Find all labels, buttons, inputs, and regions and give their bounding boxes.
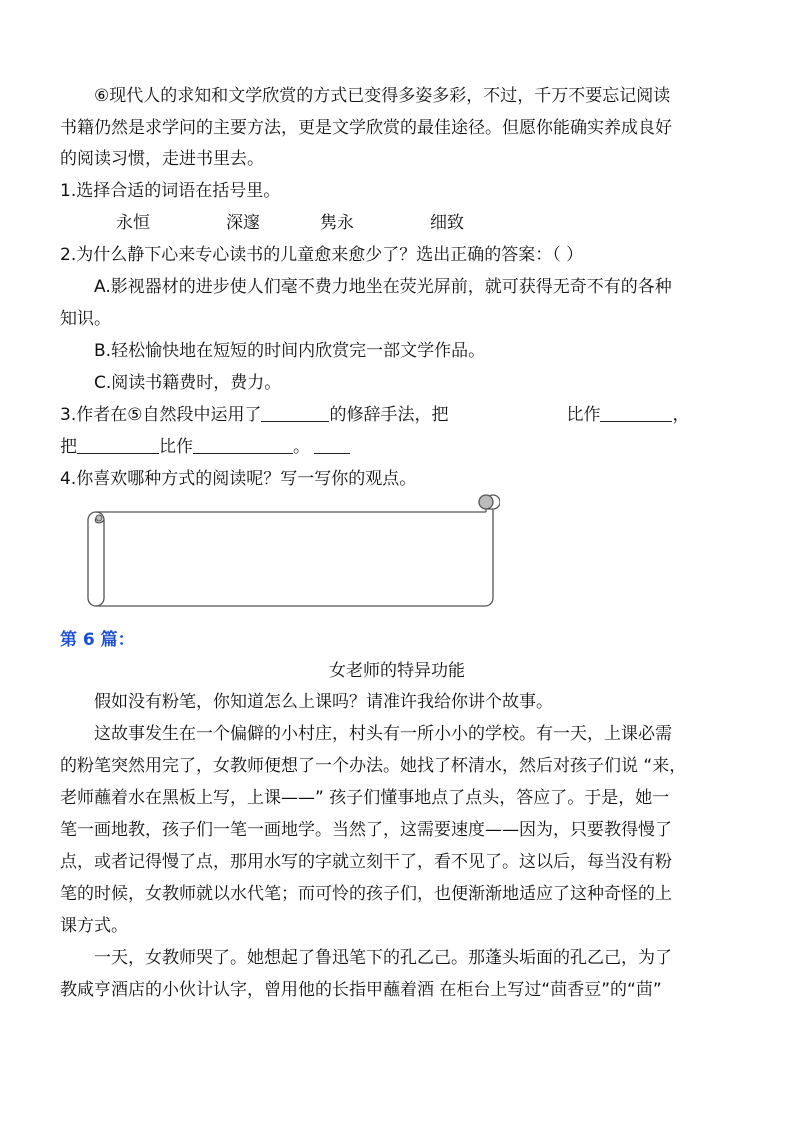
answer-blank[interactable] [77, 437, 159, 454]
option-a: A.影视器材的进步使人们毫不费力地坐在荧光屏前，就可获得无奇不有的各种 [94, 277, 672, 297]
scroll-answer-box[interactable] [84, 492, 500, 622]
option-word: 细致 [430, 213, 464, 233]
option-a-cont: 知识。 [60, 309, 111, 329]
question-1-options [60, 213, 740, 233]
passage-line: 笔的时候，女教师就以水代笔；而可怜的孩子们，也便渐渐地适应了这种奇怪的上 [60, 884, 672, 904]
option-b: B.轻松愉快地在短短的时间内欣赏完一部文学作品。 [94, 341, 486, 361]
q3-text: 3.作者在⑤自然段中运用了 [60, 405, 262, 425]
passage-line: 点，或者记得慢了点，那用水写的字就立刻干了，看不见了。这以后，每当没有粉 [60, 852, 672, 872]
option-c: C.阅读书籍费时，费力。 [94, 373, 282, 393]
q3-text: 。 [293, 437, 310, 457]
option-word: 永恒 [116, 213, 150, 233]
passage-line: 课方式。 [60, 916, 128, 936]
passage-line: 假如没有粉笔，你知道怎么上课吗？请准许我给你讲个故事。 [94, 692, 553, 712]
q3-text: 的修辞手法，把 [329, 405, 449, 425]
passage-line: ⑥现代人的求知和文学欣赏的方式已变得多姿多彩，不过，千万不要忘记阅读 [94, 86, 671, 106]
question-3-line-2 [60, 437, 740, 457]
passage-line: 书籍仍然是求学问的主要方法，更是文学欣赏的最佳途径。但愿你能确实养成良好 [60, 118, 672, 138]
q3-text: 比作 [159, 437, 193, 457]
question-3-line-1 [60, 405, 740, 425]
passage-line: 一天，女教师哭了。她想起了鲁迅笔下的孔乙己。那蓬头垢面的孔乙己，为了 [94, 948, 672, 968]
passage-line: 的阅读习惯，走进书里去。 [60, 149, 264, 169]
passage-6-title: 女老师的特异功能 [329, 661, 465, 681]
question-2-prompt: 2.为什么静下心来专心读书的儿童愈来愈少了？选出正确的答案：（ ） [60, 245, 584, 265]
q3-text: ， [672, 405, 690, 425]
answer-blank[interactable] [193, 437, 293, 454]
q3-text: 把 [60, 437, 77, 457]
scroll-frame-icon [84, 492, 500, 618]
option-word: 深邃 [226, 213, 260, 233]
answer-blank[interactable] [261, 405, 329, 422]
q3-text: 比作 [566, 405, 601, 425]
answer-blank[interactable] [314, 437, 350, 454]
answer-blank[interactable] [600, 405, 672, 422]
question-1-prompt: 1.选择合适的词语在括号里。 [60, 181, 281, 201]
passage-line: 笔一画地教，孩子们一笔一画地学。当然了，这需要速度——因为，只要教得慢了 [60, 820, 672, 840]
passage-line: 的粉笔突然用完了，女教师便想了一个办法。她找了杯清水，然后对孩子们说 “来， [60, 756, 687, 776]
option-word: 隽永 [320, 213, 354, 233]
passage-line: 这故事发生在一个偏僻的小村庄，村头有一所小小的学校。有一天，上课必需 [94, 724, 672, 744]
passage-line: 老师蘸着水在黑板上写，上课——” 孩子们懂事地点了点头，答应了。于是，她一 [60, 788, 670, 808]
passage-6-heading: 第 6 篇： [60, 630, 135, 650]
question-4-prompt: 4.你喜欢哪种方式的阅读呢？写一写你的观点。 [60, 469, 417, 489]
passage-line: 教咸亨酒店的小伙计认字，曾用他的长指甲蘸着酒 在柜台上写过“茴香豆”的“茴” [60, 980, 662, 1000]
